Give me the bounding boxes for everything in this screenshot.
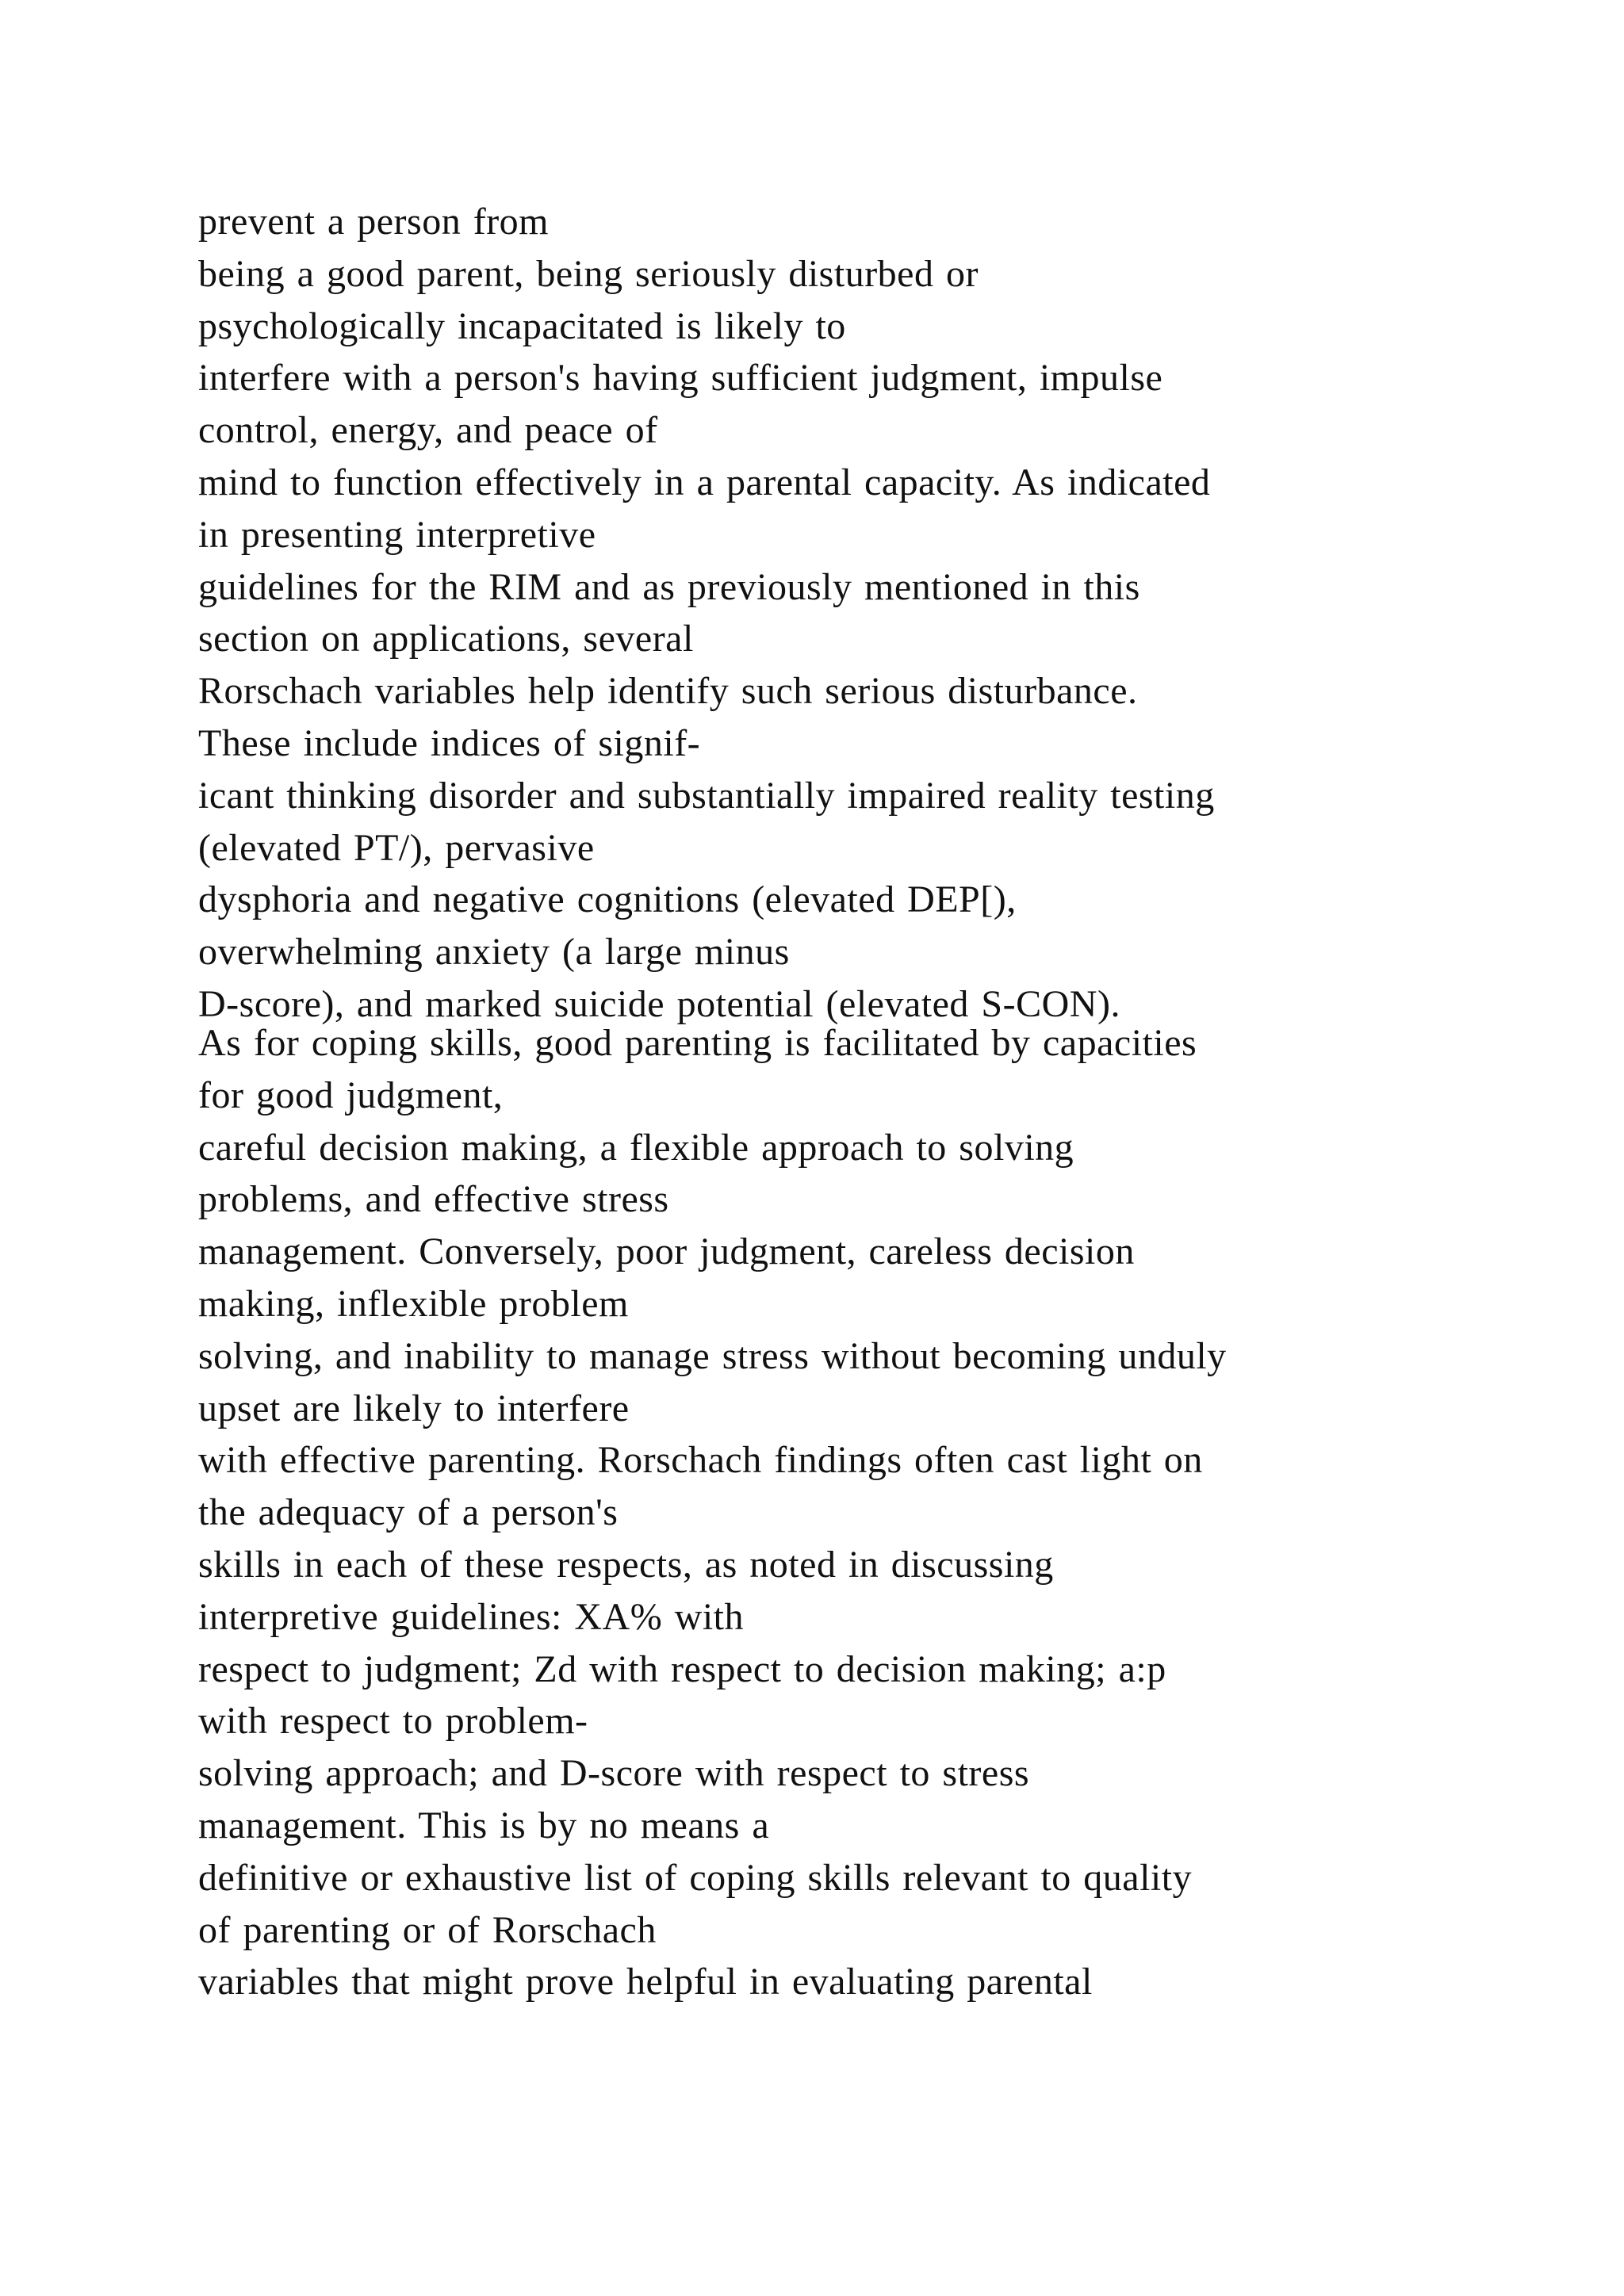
text-line: definitive or exhaustive list of coping skills relevant to quality bbox=[198, 1856, 1193, 1899]
paragraph-2 bbox=[198, 1017, 1467, 2008]
text-line: D-score), and marked suicide potential (elevated S-CON). bbox=[198, 982, 1120, 1025]
text-line: (elevated PT/), pervasive bbox=[198, 826, 595, 869]
text-line: making, inflexible problem bbox=[198, 1282, 629, 1325]
text-line: with effective parenting. Rorschach findings often cast light on bbox=[198, 1439, 1203, 1482]
text-line: of parenting or of Rorschach bbox=[198, 1908, 657, 1951]
text-line: overwhelming anxiety (a large minus bbox=[198, 931, 790, 974]
paragraph-1 bbox=[198, 196, 1467, 1031]
text-line: problems, and effective stress bbox=[198, 1178, 669, 1221]
text-line: careful decision making, a flexible approach to solving bbox=[198, 1126, 1074, 1169]
text-line: solving approach; and D-score with respect to stress bbox=[198, 1752, 1030, 1795]
text-line: the adequacy of a person's bbox=[198, 1491, 619, 1534]
text-line: interfere with a person's having sufficient judgment, impulse bbox=[198, 357, 1163, 400]
text-line: mind to function effectively in a parental capacity. As indicated bbox=[198, 461, 1211, 503]
text-line: respect to judgment; Zd with respect to decision making; a:p bbox=[198, 1647, 1166, 1690]
text-line: dysphoria and negative cognitions (elevated DEP[), bbox=[198, 878, 1017, 921]
text-line: management. Conversely, poor judgment, careless decision bbox=[198, 1230, 1135, 1273]
text-line: being a good parent, being seriously disturbed or bbox=[198, 252, 979, 295]
text-line: These include indices of signif- bbox=[198, 721, 701, 764]
text-line: solving, and inability to manage stress without becoming unduly bbox=[198, 1334, 1227, 1377]
text-line: icant thinking disorder and substantially impaired reality testing bbox=[198, 774, 1215, 817]
text-line: guidelines for the RIM and as previously mentioned in this bbox=[198, 565, 1140, 608]
text-line: interpretive guidelines: XA% with bbox=[198, 1595, 745, 1638]
text-line: As for coping skills, good parenting is facilitated by capacities bbox=[198, 1022, 1197, 1064]
text-line: Rorschach variables help identify such serious disturbance. bbox=[198, 670, 1138, 713]
text-line: variables that might prove helpful in evaluating parental bbox=[198, 1961, 1093, 2003]
text-line: psychologically incapacitated is likely to bbox=[198, 304, 846, 347]
text-line: with respect to problem- bbox=[198, 1700, 588, 1743]
text-line: prevent a person from bbox=[198, 201, 550, 243]
text-line: section on applications, several bbox=[198, 618, 694, 660]
text-line: control, energy, and peace of bbox=[198, 409, 658, 452]
text-line: upset are likely to interfere bbox=[198, 1387, 630, 1429]
text-line: for good judgment, bbox=[198, 1073, 504, 1116]
text-line: management. This is by no means a bbox=[198, 1804, 770, 1846]
text-line: in presenting interpretive bbox=[198, 513, 596, 556]
text-line: skills in each of these respects, as noted in discussing bbox=[198, 1543, 1054, 1586]
